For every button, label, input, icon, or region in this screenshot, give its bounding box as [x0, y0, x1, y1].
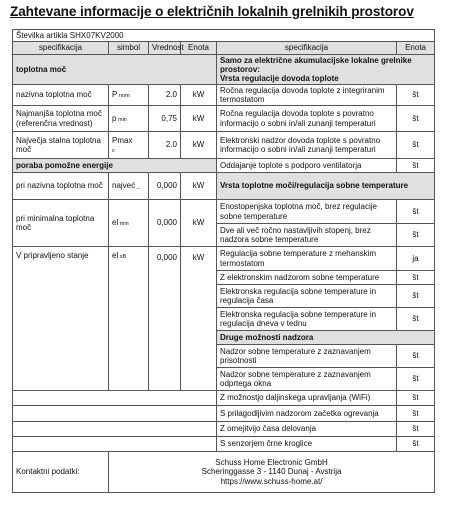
spec-label: pri nazivna toplotna moč [13, 173, 109, 200]
spec-value: 0,000 [149, 247, 181, 391]
spec-table [12, 29, 435, 493]
right-spec-label: S prilagodljivim nadzorom začetka ogrevanja [217, 406, 397, 422]
header-unit-right: Enota [397, 42, 435, 55]
article-number: Številka artikla SHX07KV2000 [13, 30, 435, 42]
right-spec-unit: št [397, 159, 435, 173]
storage-heater-section-title: Samo za električne akumulacijske lokalne grelnike prostorov: Vrsta regulacije dovoda toplote [217, 55, 435, 85]
right-spec-label: Z elektronskim nadzorom sobne temperature [217, 271, 397, 285]
right-spec-label: Ročna regulacija dovoda toplote z integriranim termostatom [217, 85, 397, 106]
company-name: Schuss Home Electronic GmbH [215, 458, 328, 468]
right-spec-label: Z omejitvijo časa delovanja [217, 422, 397, 437]
aux-power-section-title: poraba pomožne energije [13, 159, 217, 173]
spec-symbol: Pmax c [109, 132, 149, 159]
right-spec-label: Elektronski nadzor dovoda toplote s povratno informacijo o sobni in/ali zunanji temperaturi [217, 132, 397, 159]
spec-value: 2.0 [149, 85, 181, 106]
right-spec-unit: št [397, 106, 435, 132]
right-spec-unit: št [397, 391, 435, 406]
contact-label: Kontaktni podatki: [13, 452, 109, 493]
page-title: Zahtevane informacije o električnih lokalnih grelnikih prostorov [10, 4, 414, 19]
spec-symbol: p min [109, 106, 149, 132]
right-spec-label: Nadzor sobne temperature z zaznavanjem prisotnosti [217, 345, 397, 368]
right-spec-label: Dve ali več ročno nastavljivih stopenj, brez nadzora sobne temperature [217, 224, 397, 247]
spec-label: Največja stalna toplotna moč [13, 132, 109, 159]
header-value: Vrednost [149, 42, 181, 55]
right-spec-unit: št [397, 285, 435, 308]
other-controls-section-title: Druge možnosti nadzora [217, 331, 435, 345]
heat-output-type-section-title: Vrsta toplotne moči/regulacija sobne temperature [217, 173, 435, 200]
header-spec-left: specifikacija [13, 42, 109, 55]
right-spec-label: Oddajanje toplote s podporo ventilatorja [217, 159, 397, 173]
spec-unit: kW [181, 132, 217, 159]
spec-unit: kW [181, 85, 217, 106]
spec-label: pri minimalna toplotna moč [13, 200, 109, 247]
right-spec-label: Nadzor sobne temperature z zaznavanjem odprtega okna [217, 368, 397, 391]
right-spec-label: Regulacija sobne temperature z mehanskim termostatom [217, 247, 397, 271]
company-address: Scheringgasse 3 - 1140 Dunaj - Avstrija [201, 467, 342, 477]
right-spec-label: Elektronska regulacija sobne temperature in regulacija časa [217, 285, 397, 308]
right-spec-label: S senzorjem črne kroglice [217, 437, 397, 452]
company-website: https://www.schuss-home.at/ [220, 476, 323, 486]
right-spec-label: Ročna regulacija dovoda toplote s povratno informacijo o sobni in/ali zunanji temperaturi [217, 106, 397, 132]
spec-value: 0,000 [149, 200, 181, 247]
empty-cell [13, 406, 217, 422]
empty-cell [13, 422, 217, 437]
spec-label: Najmanjša toplotna moč (referenčna vrednost) [13, 106, 109, 132]
heat-output-section-title: toplotna moč [13, 55, 217, 85]
right-spec-unit: št [397, 345, 435, 368]
header-unit: Enota [181, 42, 217, 55]
spec-value: 0,75 [149, 106, 181, 132]
right-spec-unit: ja [397, 247, 435, 271]
right-spec-unit: št [397, 308, 435, 331]
right-spec-unit: št [397, 132, 435, 159]
spec-unit: kW [181, 173, 217, 200]
right-spec-unit: št [397, 200, 435, 224]
spec-symbol: el sB [109, 247, 149, 391]
spec-symbol: najveć _ [109, 173, 149, 200]
spec-unit: kW [181, 106, 217, 132]
right-spec-unit: št [397, 368, 435, 391]
empty-cell [13, 391, 217, 406]
empty-cell [13, 437, 217, 452]
contact-details [109, 452, 435, 493]
spec-label: V pripravljeno stanje [13, 247, 109, 391]
spec-value: 0,000 [149, 173, 181, 200]
right-spec-unit: št [397, 406, 435, 422]
spec-unit: kW [181, 247, 217, 391]
spec-label: nazivna toplotna moč [13, 85, 109, 106]
right-spec-label: Elektronska regulacija sobne temperature in regulacija dneva v tednu [217, 308, 397, 331]
right-spec-unit: št [397, 85, 435, 106]
right-spec-unit: št [397, 437, 435, 452]
right-spec-unit: št [397, 271, 435, 285]
right-spec-label: Z možnostjo daljinskega upravljanja (WiFi) [217, 391, 397, 406]
right-spec-unit: št [397, 422, 435, 437]
spec-unit: kW [181, 200, 217, 247]
spec-symbol: P nom [109, 85, 149, 106]
spec-value: 2.0 [149, 132, 181, 159]
right-spec-unit: št [397, 224, 435, 247]
spec-symbol: el min [109, 200, 149, 247]
header-symbol: simbol [109, 42, 149, 55]
header-spec-right: specifikacija [217, 42, 397, 55]
right-spec-label: Enostopenjska toplotna moč, brez regulacije sobne temperature [217, 200, 397, 224]
